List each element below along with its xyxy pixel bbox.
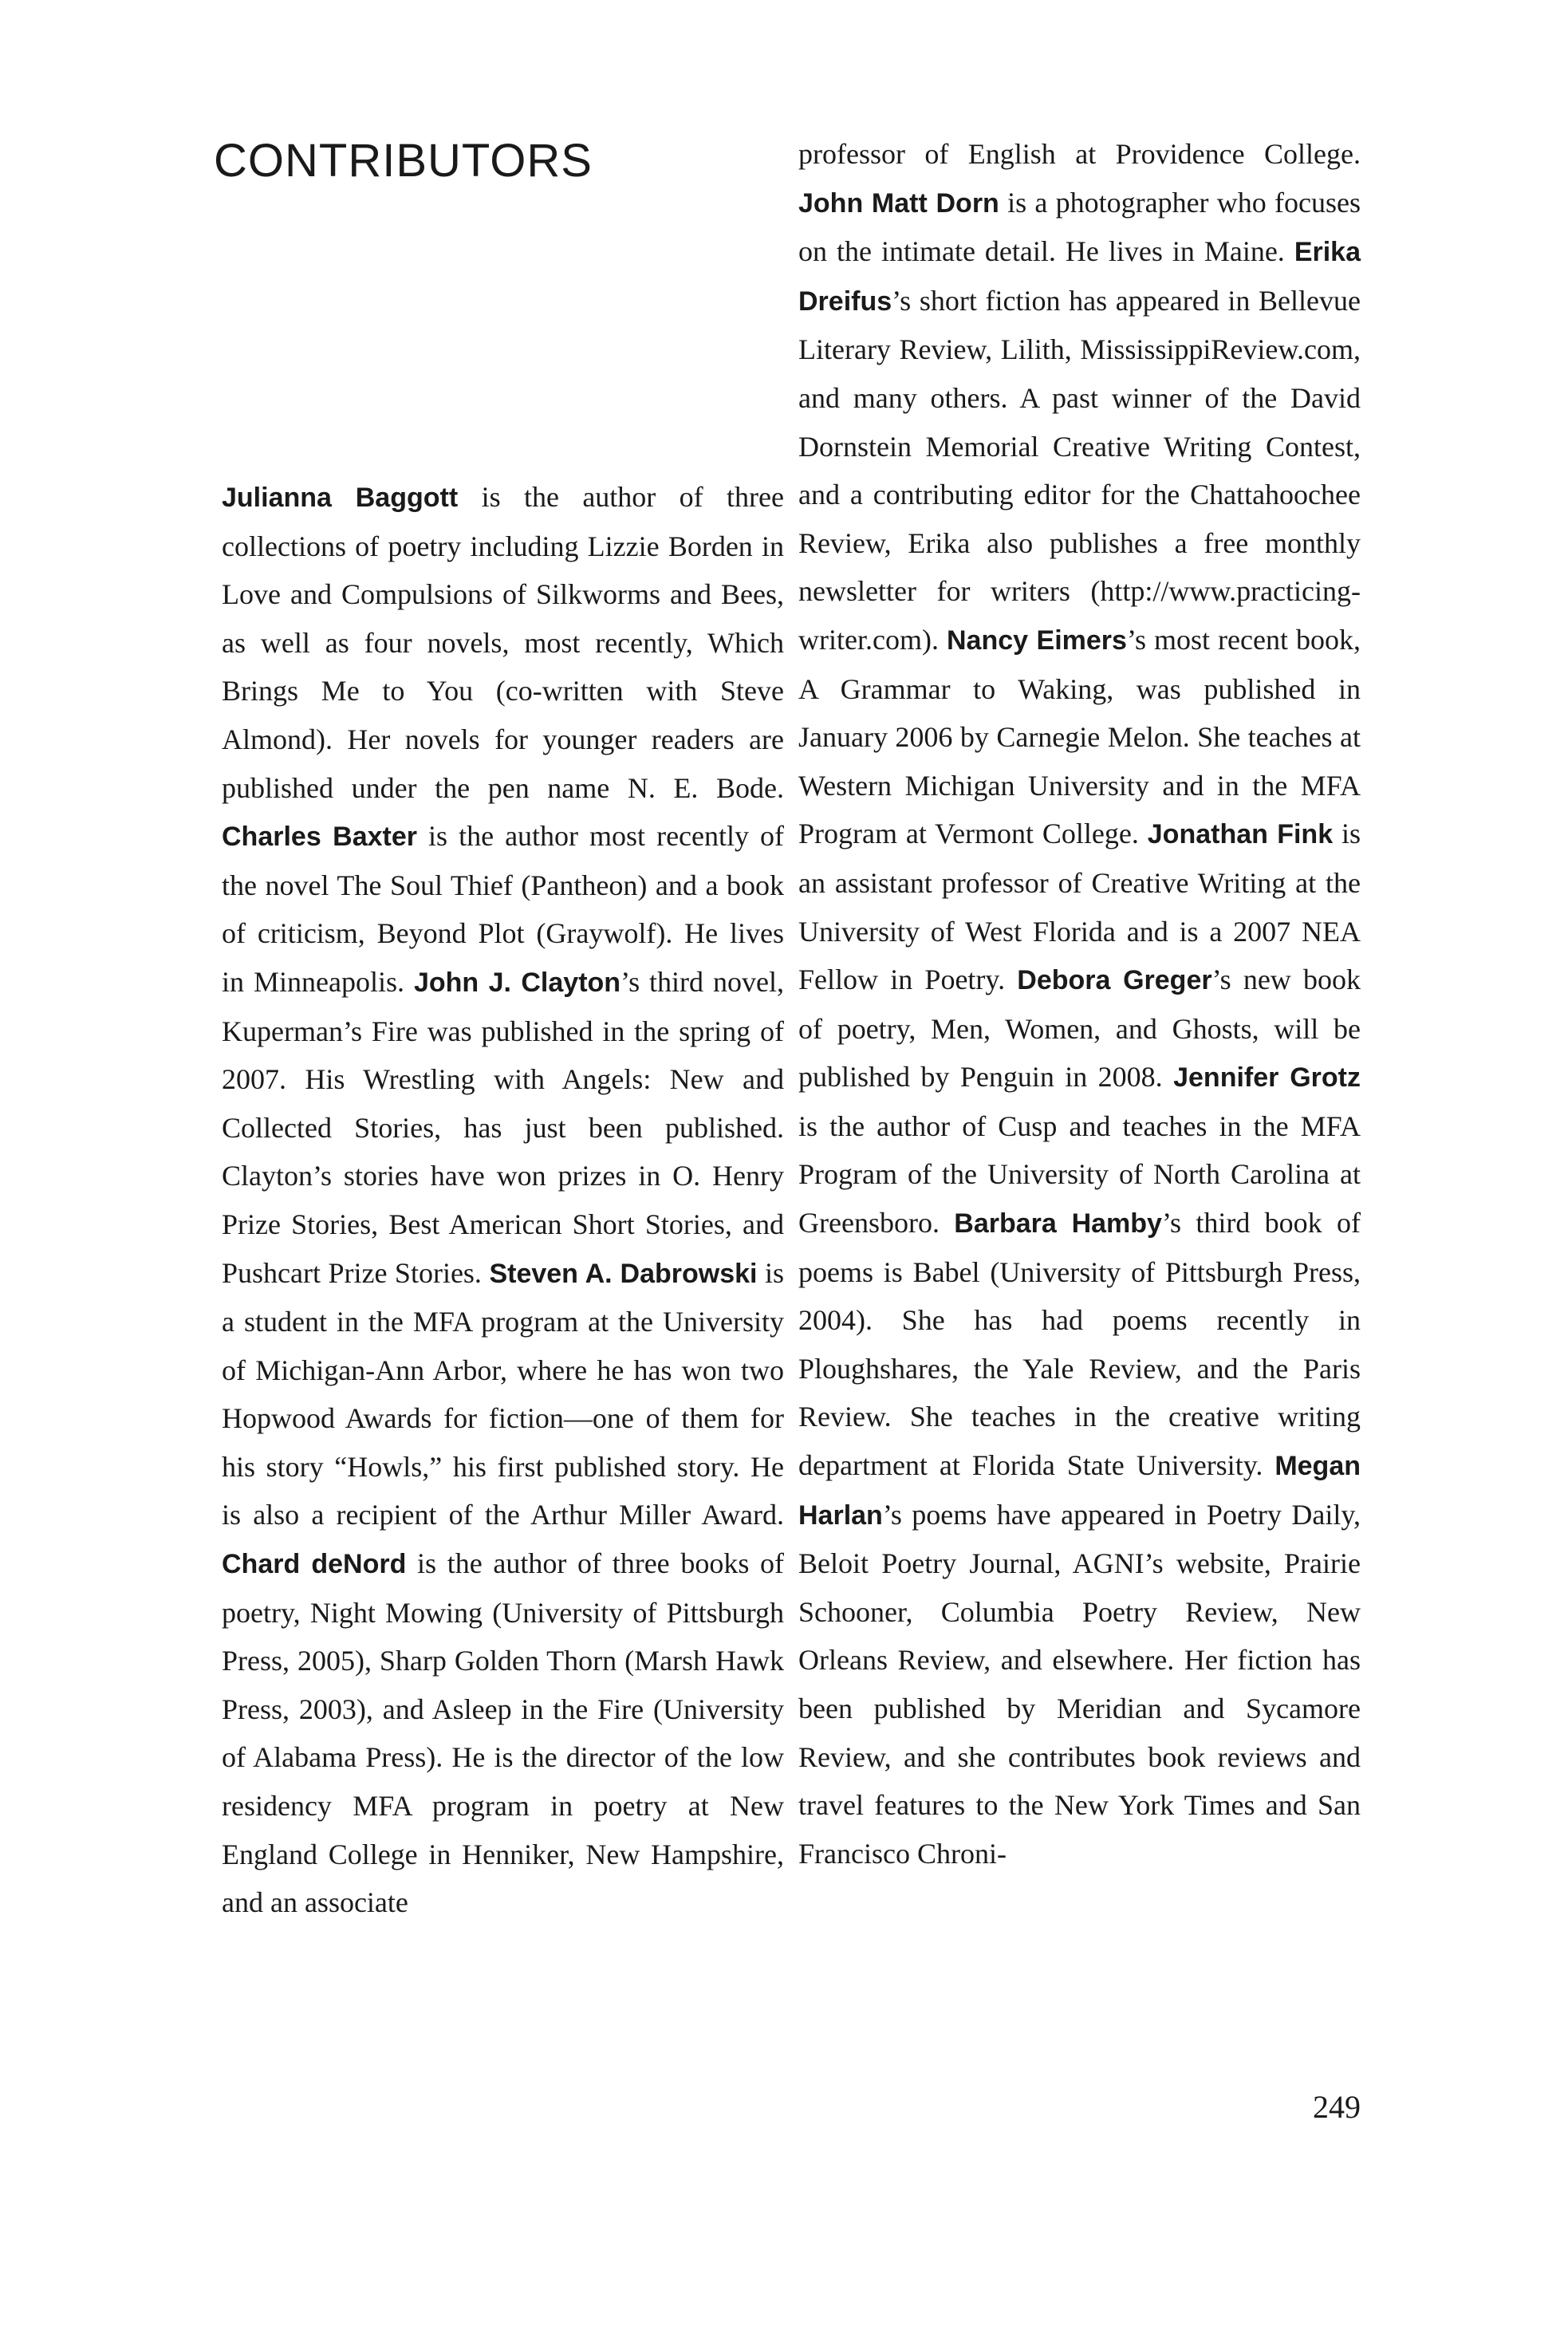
- contributor-name: Jonathan Fink: [1147, 819, 1334, 850]
- contributor-name: Erika Dreifus: [798, 237, 1361, 317]
- contributor-bio: ’s poems have appeared in Poetry Daily, Beloit Poetry Journal, AGNI’s website, Prairie Schooner, Columbia Poetry Review, New Orleans Review, and elsewhere. Her fiction has been published by Meridian and Sycamore Review, and she contributes book reviews and travel features to the New York Times and San Francisco Chroni-: [798, 1498, 1361, 1870]
- contributor-bio: is a photographer who focuses on the intimate detail. He lives in Maine.: [798, 186, 1361, 268]
- contributor-bio: ’s most recent book, A Grammar to Waking, was published in January 2006 by Carnegie Melon. She teaches at Western Michigan University and in the MFA Program at Vermont College.: [798, 623, 1361, 850]
- contributor-name: John Matt Dorn: [798, 187, 999, 219]
- contributor-name: Julianna Baggott: [222, 483, 459, 513]
- contributor-entries-right: [798, 130, 1361, 1878]
- contributor-bio: is the author most recently of the novel The Soul Thief (Pantheon) and a book of criticism, Beyond Plot (Graywolf). He lives in Minneapolis.: [222, 820, 785, 998]
- contributor-bio: ’s new book of poetry, Men, Women, and Ghosts, will be published by Penguin in 2008.: [798, 964, 1361, 1094]
- contributor-bio: ’s third book of poems is Babel (University of Pittsburgh Press, 2004). She has had poems recently in Ploughshares, the Yale Review, and the Paris Review. She teaches in the creative writing department at Florida State University.: [798, 1207, 1361, 1482]
- contributor-name: Nancy Eimers: [947, 625, 1127, 656]
- contributor-bio: is an assistant professor of Creative Writing at the University of West Florida and is a 2007 NEA Fellow in Poetry.: [798, 818, 1361, 996]
- contributor-bio: is a student in the MFA program at the University of Michigan-Ann Arbor, where he has won two Hopwood Awards for fiction—one of them for his story “Howls,” his first published story. He is also a recipient of the Arthur Miller Award.: [222, 1256, 785, 1531]
- contributor-bio: is the author of Cusp and teaches in the MFA Program of the University of North Carolina at Greensboro.: [798, 1109, 1361, 1239]
- contributor-bio-continued: professor of English at Providence College.: [798, 138, 1361, 170]
- contributor-name: Jennifer Grotz: [1173, 1062, 1361, 1094]
- right-column: [798, 130, 1361, 1878]
- contributor-bio: is the author of three books of poetry, Night Mowing (University of Pittsburgh Press, 2005), Sharp Golden Thorn (Marsh Hawk Press, 2003), and Asleep in the Fire (University of Alabama Press). He is the director of the low residency MFA program in poetry at New England College in Henniker, New Hampshire, and an associate: [222, 1547, 784, 1919]
- page-title: CONTRIBUTORS: [214, 135, 593, 187]
- contributor-bio: ’s short fiction has appeared in Bellevue Literary Review, Lilith, MississippiReview.com, and many others. A past winner of the David Dornstein Memorial Creative Writing Contest, and a contributing editor for the Chattahoochee Review, Erika also publishes a free monthly newsletter for writers (http://www.practicing-writer.com).: [798, 284, 1361, 656]
- contributor-name: Steven A. Dabrowski: [489, 1258, 758, 1289]
- contributor-bio: ’s third novel, Kuperman’s Fire was published in the spring of 2007. His Wrestling with Angels: New and Collected Stories, has just been published. Clayton’s stories have won prizes in O. Henry Prize Stories, Best American Short Stories, and Pushcart Prize Stories.: [222, 965, 785, 1289]
- contributor-name: Chard deNord: [222, 1549, 407, 1580]
- contributor-name: Debora Greger: [1017, 965, 1212, 996]
- page-number: 249: [1313, 2089, 1361, 2125]
- contributor-name: John J. Clayton: [413, 967, 621, 998]
- contributor-name: Barbara Hamby: [954, 1208, 1162, 1239]
- contributor-entries-left: [222, 473, 784, 1927]
- contributor-bio: is the author of three collections of poetry including Lizzie Borden in Love and Compulsions of Silkworms and Bees, as well as four novels, most recently, Which Brings Me to You (co-written with Steve Almond). Her novels for younger readers are published under the pen name N. E. Bode.: [222, 481, 784, 804]
- contributor-name: Megan Harlan: [798, 1451, 1361, 1531]
- contributor-name: Charles Baxter: [222, 822, 418, 853]
- left-column: [222, 473, 784, 1927]
